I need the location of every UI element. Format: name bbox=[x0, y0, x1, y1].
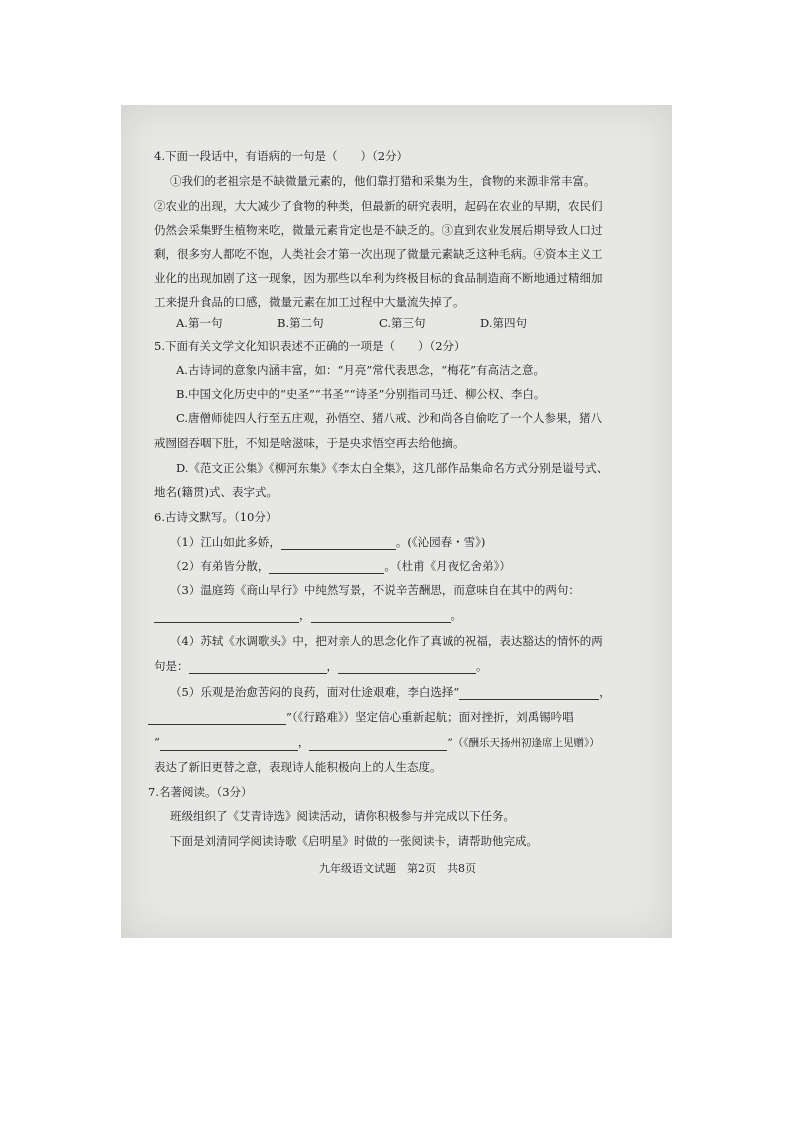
q4-passage-line: 业化的出现加剧了这一现象，因为那些以牟利为终极目标的食品制造商不断地通过精细加 bbox=[154, 271, 603, 285]
q4-option-d: D.第四句 bbox=[480, 316, 527, 330]
q6-item-4: （4）苏轼《水调歌头》中，把对亲人的思念化作了真诚的祝福，表达豁达的情怀的两 bbox=[170, 634, 603, 648]
punctuation: ， bbox=[297, 735, 310, 749]
q6-item-5-line4: 表达了新旧更替之意，表现诗人能积极向上的人生态度。 bbox=[154, 760, 442, 774]
q7-paragraph: 班级组织了《艾青诗选》阅读活动，请你积极参与并完成以下任务。 bbox=[170, 809, 515, 823]
answer-blank[interactable] bbox=[269, 561, 384, 574]
q5-option-b: B.中国文化历史中的“史圣”“书圣”“诗圣”分别指司马迁、柳公权、李白。 bbox=[176, 387, 546, 401]
punctuation: 。 bbox=[476, 659, 488, 673]
q6-item-5-text: ”（《酬乐天扬州初逢席上见赠》） bbox=[447, 737, 600, 749]
answer-blank[interactable] bbox=[189, 661, 327, 674]
q6-item-5-text: ”（《行路难》）坚定信心重新起航；面对挫折，刘禹锡吟唱 bbox=[286, 710, 574, 724]
q6-item-4-answers bbox=[154, 658, 488, 674]
q5-option-c: C.唐僧师徒四人行至五庄观，孙悟空、猪八戒、沙和尚各自偷吃了一个人参果，猪八 bbox=[176, 411, 603, 425]
q4-passage-line: 仍然会采集野生植物来吃，微量元素肯定也是不缺乏的。③直到农业发展后期导致人口过 bbox=[154, 223, 603, 237]
punctuation: ， bbox=[299, 608, 311, 622]
q6-item-5-line3 bbox=[154, 734, 600, 751]
q6-item-1-suffix: 。(《沁园春・雪》) bbox=[395, 535, 486, 549]
answer-blank[interactable] bbox=[459, 687, 599, 700]
q4-option-a: A.第一句 bbox=[176, 316, 223, 330]
q5-option-d: D.《范文正公集》《柳河东集》《李太白全集》，这几部作品集命名方式分别是谥号式、 bbox=[176, 461, 609, 475]
punctuation: ， bbox=[326, 659, 338, 673]
answer-blank[interactable] bbox=[311, 610, 451, 623]
answer-blank[interactable] bbox=[309, 738, 447, 751]
q6-item-1 bbox=[170, 534, 485, 550]
q6-item-2-prefix: （2）有弟皆分散， bbox=[170, 559, 270, 573]
exam-page bbox=[121, 105, 672, 938]
q6-item-4-prefix: 句是： bbox=[154, 659, 189, 673]
q6-item-1-prefix: （1）江山如此多娇， bbox=[170, 535, 281, 549]
answer-blank[interactable] bbox=[148, 712, 286, 725]
answer-blank[interactable] bbox=[154, 610, 299, 623]
page-footer: 九年级语文试题 第2页 共8页 bbox=[319, 862, 476, 875]
q7-paragraph: 下面是刘清同学阅读诗歌《启明星》时做的一张阅读卡，请帮助他完成。 bbox=[170, 834, 538, 848]
q4-passage-line: 工来提升食品的口感，微量元素在加工过程中大量流失掉了。 bbox=[154, 295, 465, 309]
q5-option-a: A.古诗词的意象内涵丰富，如：“月亮”常代表思念，“梅花”有高洁之意。 bbox=[176, 363, 545, 377]
answer-blank[interactable] bbox=[281, 537, 396, 550]
q6-item-3-answers bbox=[154, 607, 462, 623]
q4-passage-line: ②农业的出现，大大减少了食物的种类，但最新的研究表明，起码在农业的早期，农民们 bbox=[154, 199, 603, 213]
q4-title: 4.下面一段话中，有语病的一句是（ ）（2分） bbox=[154, 149, 409, 163]
q4-option-c: C.第三句 bbox=[379, 316, 426, 330]
q6-item-5 bbox=[170, 684, 611, 700]
q5-title: 5.下面有关文学文化知识表述不正确的一项是（ ）（2分） bbox=[154, 339, 466, 353]
q6-item-5-text: （5）乐观是治愈苦闷的良药，面对仕途艰难，李白选择“ bbox=[170, 685, 460, 699]
q4-option-b: B.第二句 bbox=[277, 316, 324, 330]
q7-title: 7.名著阅读。（3分） bbox=[148, 785, 253, 799]
q6-title: 6.古诗文默写。（10分） bbox=[154, 510, 278, 524]
q4-passage-line: ①我们的老祖宗是不缺微量元素的，他们靠打猎和采集为生，食物的来源非常丰富。 bbox=[170, 174, 596, 188]
punctuation: “ bbox=[154, 735, 160, 749]
punctuation: 。 bbox=[450, 608, 462, 622]
q6-item-3: （3）温庭筠《商山早行》中纯然写景，不说辛苦酬思，而意味自在其中的两句： bbox=[170, 583, 580, 597]
answer-blank[interactable] bbox=[160, 738, 298, 751]
punctuation: ， bbox=[599, 685, 611, 699]
q5-option-d-cont: 地名(籍贯)式、表字式。 bbox=[154, 485, 278, 499]
q4-passage-line: 剩，很多穷人都吃不饱，人类社会才第一次出现了微量元素缺乏这种毛病。④资本主义工 bbox=[154, 247, 603, 261]
answer-blank[interactable] bbox=[338, 661, 476, 674]
q6-item-5-line2 bbox=[148, 709, 574, 725]
q6-item-2-suffix: 。（杜甫《月夜忆舍弟》） bbox=[384, 559, 511, 573]
q5-option-c-cont: 戒囫囵吞咽下肚，不知是啥滋味，于是央求悟空再去给他摘。 bbox=[154, 436, 465, 450]
q6-item-2 bbox=[170, 558, 511, 574]
